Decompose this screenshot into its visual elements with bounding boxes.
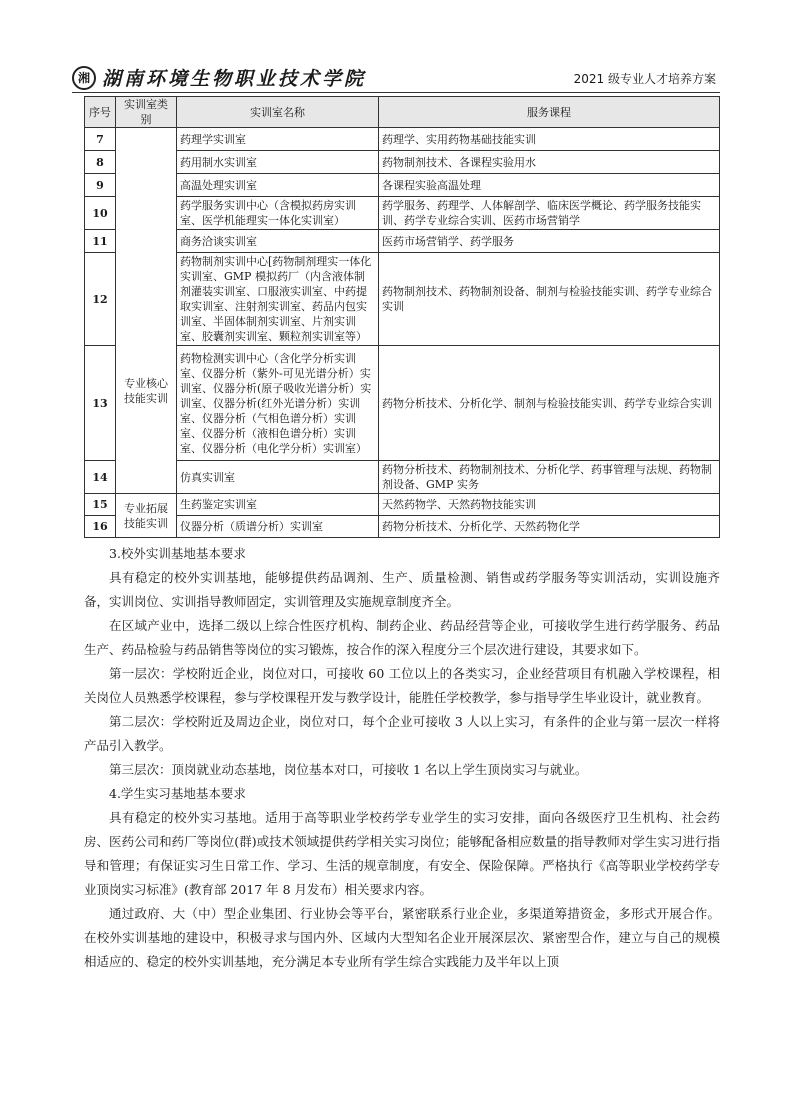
header-no: 序号 [85,97,116,128]
row-course: 医药市场营销学、药学服务 [379,230,720,253]
category-core [116,128,177,494]
row-course: 药物制剂技术、各课程实验用水 [379,151,720,174]
category-ext-label: 专业拓展技能实训 [124,501,168,530]
section-heading-3: 3.校外实训基地基本要求 [109,546,246,561]
paragraph: 第三层次：顶岗就业动态基地，岗位基本对口，可接收 1 名以上学生顶岗实习与就业。 [109,762,588,777]
paragraph: 具有稳定的校外实习基地。适用于高等职业学校药学专业学生的实习安排，面向各级医疗卫生机构、社会药房、医药公司和药厂等岗位(群)或技术领域提供药学相关实习岗位；能够配备相应数量的指导教师对学生实习进行指导和管理；有保证实习生日常工作、学习、生活的规章制度，有安全、保险保障。严格执行《高等职业学校药学专业顶岗实习标准》(教育部 2017 年 8 月发布）相关要求内容。 [84,810,720,897]
table-row [85,230,720,253]
row-course: 药理学、实用药物基础技能实训 [379,128,720,151]
row-room-name: 仪器分析（质谱分析）实训室 [177,516,379,538]
table-row [85,516,720,538]
row-room-name: 生药鉴定实训室 [177,494,379,516]
row-course: 药物制剂技术、药物制剂设备、制剂与检验技能实训、药学专业综合实训 [379,253,720,346]
row-no: 8 [85,151,116,174]
row-course: 药物分析技术、药物制剂技术、分析化学、药事管理与法规、药物制剂设备、GMP 实务 [379,461,720,494]
row-room-name: 药学服务实训中心（含模拟药房实训室、医学机能理实一体化实训室） [177,197,379,230]
paragraph: 通过政府、大（中）型企业集团、行业协会等平台，紧密联系行业企业，多渠道筹措资金，多形式开展合作。在校外实训基地的建设中，积极寻求与国内外、区域内大型知名企业开展深层次、紧密型合作，建立与自己的规模相适应的、稳定的校外实训基地，充分满足本专业所有学生综合实践能力及半年以上顶 [84,906,720,969]
training-room-table [84,96,720,538]
row-room-name: 药物检测实训中心（含化学分析实训室、仪器分析（紫外-可见光谱分析）实训室、仪器分析(原子吸收光谱分析）实训室、仪器分析(红外光谱分析）实训室、仪器分析（气相色谱分析）实训室、仪器分析（液相色谱分析）实训室、仪器分析（电化学分析）实训室） [177,346,379,461]
row-room-name: 商务洽谈实训室 [177,230,379,253]
school-logo [72,64,366,91]
row-no: 13 [85,346,116,461]
table-header-row [85,97,720,128]
paragraph: 第二层次：学校附近及周边企业，岗位对口，每个企业可接收 3 人以上实习，有条件的企业与第一层次一样将产品引入教学。 [84,714,720,753]
table-row [85,253,720,346]
row-room-name: 药理学实训室 [177,128,379,151]
school-seal-icon: 湘 [72,66,96,90]
paragraph: 在区域产业中，选择二级以上综合性医疗机构、制药企业、药品经营等企业，可接收学生进行药学服务、药品生产、药品检验与药品销售等岗位的实习锻炼，按合作的深入程度分三个层次进行建设，其要求如下。 [84,618,720,657]
table-row [85,197,720,230]
paragraph: 具有稳定的校外实训基地，能够提供药品调剂、生产、质量检测、销售或药学服务等实训活动，实训设施齐备，实训岗位、实训指导教师固定，实训管理及实施规章制度齐全。 [84,570,720,609]
category-ext [116,494,177,538]
row-no: 11 [85,230,116,253]
row-no: 12 [85,253,116,346]
row-no: 10 [85,197,116,230]
header-course: 服务课程 [379,97,720,128]
header-category: 实训室类别 [116,97,177,128]
row-no: 9 [85,174,116,197]
row-no: 15 [85,494,116,516]
table-row [85,151,720,174]
row-course: 药物分析技术、分析化学、制剂与检验技能实训、药学专业综合实训 [379,346,720,461]
row-course: 各课程实验高温处理 [379,174,720,197]
row-room-name: 高温处理实训室 [177,174,379,197]
section-heading-4: 4.学生实习基地基本要求 [109,786,246,801]
row-no: 7 [85,128,116,151]
row-course: 药物分析技术、分析化学、天然药物化学 [379,516,720,538]
row-room-name: 仿真实训室 [177,461,379,494]
table-row [85,128,720,151]
paragraph: 第一层次：学校附近企业，岗位对口，可接收 60 工位以上的各类实习，企业经营项目有机融入学校课程，相关岗位人员熟悉学校课程，参与学校课程开发与教学设计，能胜任学校教学，参与指导学生毕业设计，就业教育。 [84,666,720,705]
row-no: 16 [85,516,116,538]
category-core-label: 专业核心技能实训 [124,376,168,405]
row-course: 天然药物学、天然药物技能实训 [379,494,720,516]
row-course: 药学服务、药理学、人体解剖学、临床医学概论、药学服务技能实训、药学专业综合实训、医药市场营销学 [379,197,720,230]
table-row [85,461,720,494]
table-row [85,174,720,197]
table-row [85,494,720,516]
row-room-name: 药物制剂实训中心[药物制剂理实一体化实训室、GMP 模拟药厂（内含液体制剂灌装实训室、口服液实训室、中药提取实训室、注射剂实训室、药品内包实训室、半固体制剂实训室、片剂实训室、胶囊剂实训室、颗粒剂实训室等） [177,253,379,346]
page-header [72,62,720,93]
row-no: 14 [85,461,116,494]
document-title: 2021 级专业人才培养方案 [573,72,716,86]
header-room-name: 实训室名称 [177,97,379,128]
body-text [84,542,720,974]
table-row [85,346,720,461]
row-room-name: 药用制水实训室 [177,151,379,174]
school-name: 湖南环境生物职业技术学院 [102,68,367,90]
